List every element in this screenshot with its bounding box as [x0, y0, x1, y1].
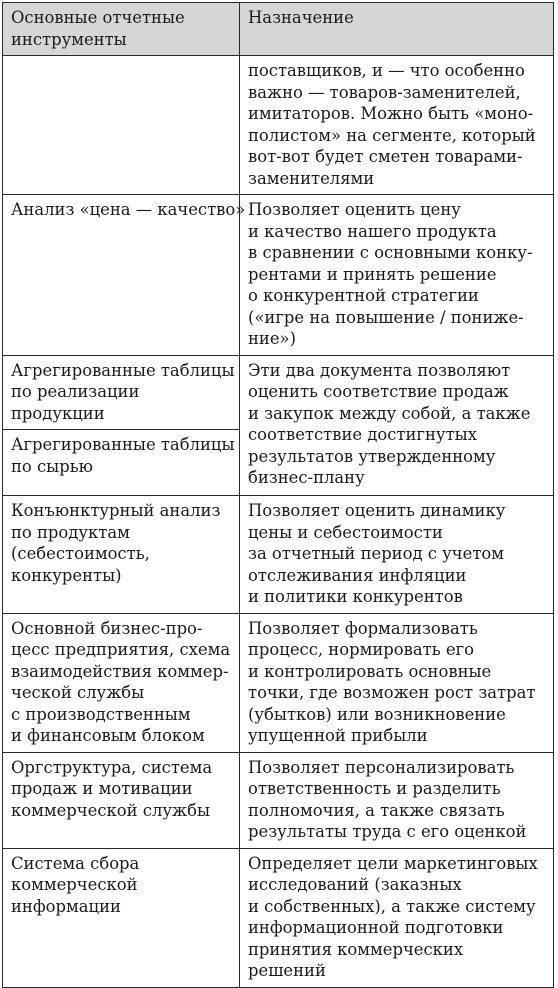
table-row [3, 752, 554, 848]
cell-purpose: поставщиков, и — что особенно важно — товаров-заменителей, имитаторов. Можно быть «моно- полистом» на сегменте, который вот-вот будет сметен товарами- заменителями [240, 56, 554, 195]
document-table [2, 2, 554, 988]
header-cell-instruments: Основные отчетные инструменты [3, 3, 240, 56]
cell-instrument: Агрегированные таблицы по сырью [3, 430, 240, 496]
cell-instrument: Система сбора коммерческой информации [3, 848, 240, 987]
cell-instrument [3, 56, 240, 195]
header-cell-purpose: Назначение [240, 3, 554, 56]
cell-instrument: Оргструктура, система продаж и мотивации коммерческой службы [3, 752, 240, 848]
table-row [3, 56, 554, 195]
cell-purpose: Позволяет оценить динамику цены и себестоимости за отчетный период с учетом отслеживания инфляции и политики конкурентов [240, 496, 554, 614]
table-row [3, 496, 554, 614]
table-header-row [3, 3, 554, 56]
cell-purpose: Позволяет персонализировать ответственность и разделить полномочия, а также связать результаты труда с его оценкой [240, 752, 554, 848]
cell-instrument: Конъюнктурный анализ по продуктам (себестоимость, конкуренты) [3, 496, 240, 614]
cell-purpose: Эти два документа позволяют оценить соответствие продаж и закупок между собой, а также соответствие достигнутых результатов утвержденному бизнес-плану [240, 355, 554, 496]
cell-instrument: Анализ «цена — качество» [3, 195, 240, 356]
table-row [3, 848, 554, 987]
table-row [3, 355, 554, 430]
cell-instrument: Агрегированные таблицы по реализации продукции [3, 355, 240, 430]
cell-instrument: Основной бизнес-про- цесс предприятия, схема взаимодействия коммер- ческой службы с производственным и финансовым блоком [3, 613, 240, 752]
cell-purpose: Определяет цели маркетинговых исследований (заказных и собственных), а также систему информационной подготовки принятия коммерческих решений [240, 848, 554, 987]
cell-purpose: Позволяет формализовать процесс, нормировать его и контролировать основные точки, где возможен рост затрат (убытков) или возникновение упущенной прибыли [240, 613, 554, 752]
table-row [3, 613, 554, 752]
cell-purpose: Позволяет оценить цену и качество нашего продукта в сравнении с основными конку- рентами и принять решение о конкурентной стратегии («игре на повышение / пониже- ние») [240, 195, 554, 356]
table-row [3, 195, 554, 356]
